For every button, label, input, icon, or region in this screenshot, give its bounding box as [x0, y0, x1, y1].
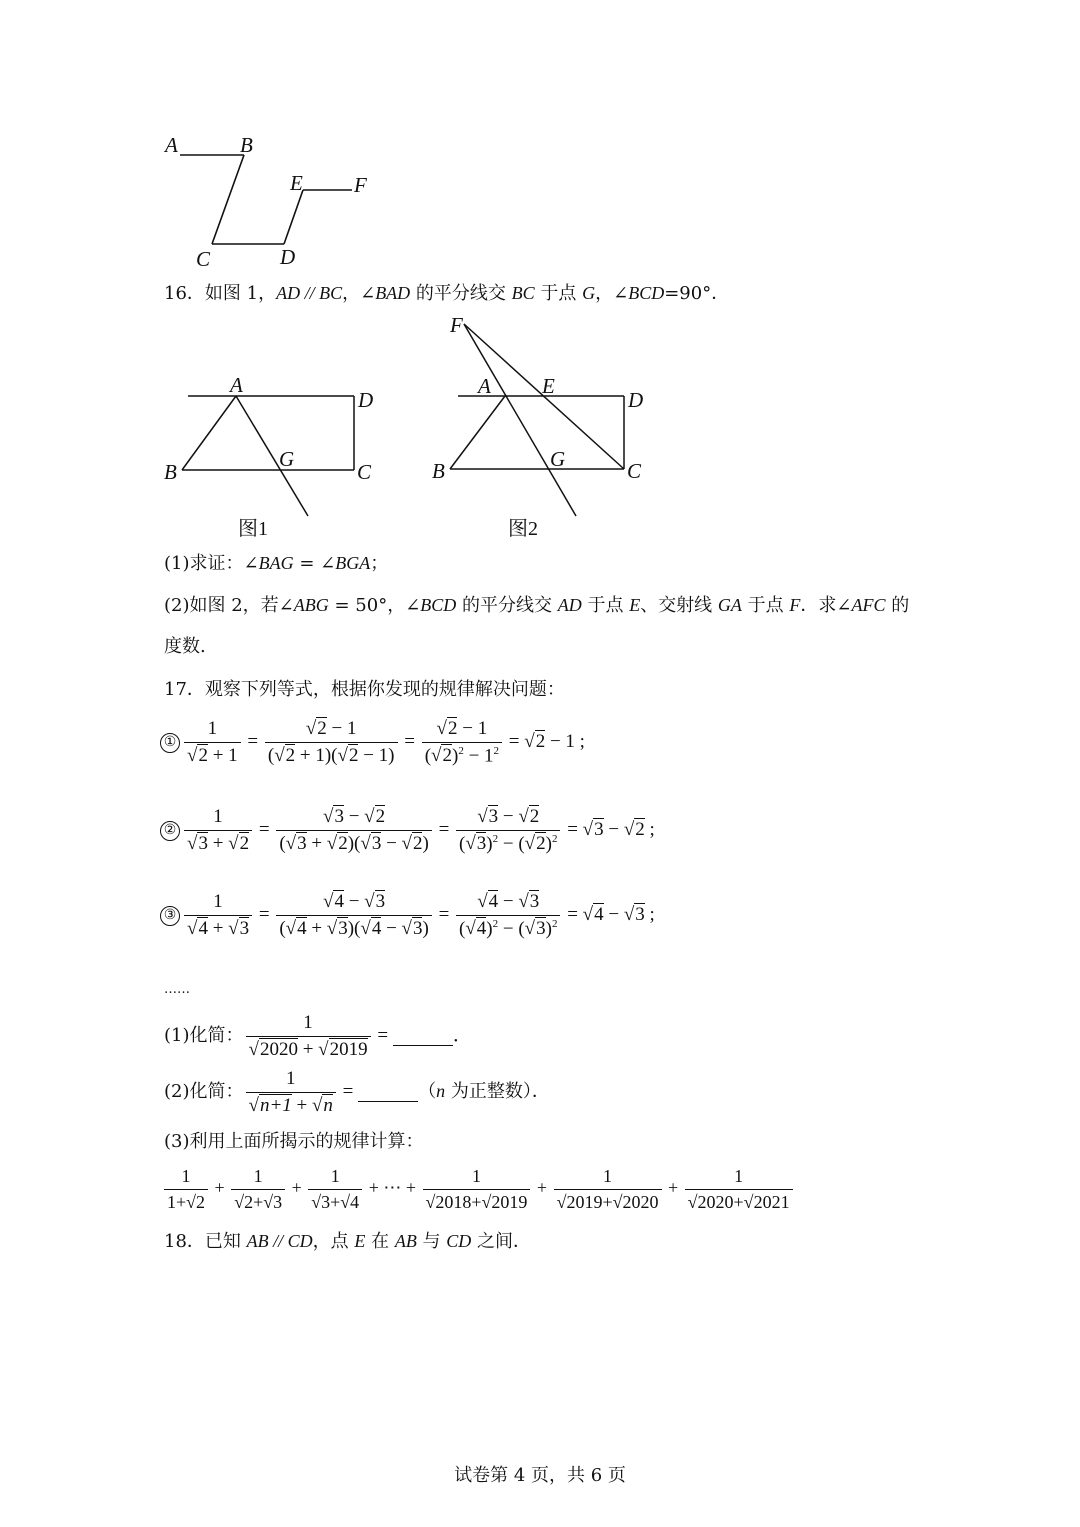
q17-part3: (3)利用上面所揭示的规律计算：	[164, 1131, 424, 1152]
q17-eq1: ① 1 √ 2 + 1 = √ $\frac{2 - 1}{(√ 2 + 1)(√ 2 - 1)}$ = √ $\frac{2 - 1}{(√ 2)^2 - 1^2}$ = √ 2 − 1 ;	[160, 718, 585, 767]
fig2-label-A: A	[478, 374, 491, 398]
label-D: D	[280, 245, 296, 269]
label-A: A	[165, 133, 178, 157]
fig1-label-B: B	[164, 460, 177, 484]
fig1-label-D: D	[358, 388, 374, 412]
fig1-label-G: G	[279, 447, 295, 471]
q17-part3-sum: $\frac{1}{1+√2}$ + $\frac{1}{√2+√3}$ + $\frac{1}{√3+√4}$ + ⋯ + $\frac{1}{√2018+√2019}$ + $\frac{1}{√2019+√2020}$ + $\frac{1}{√2020+√2021}$	[162, 1166, 795, 1213]
fig1-caption: 图1	[238, 518, 268, 540]
fig2-label-B: B	[432, 459, 445, 483]
page-footer: 试卷第 4 页，共 6 页	[454, 1465, 626, 1486]
q17-stem: 17．观察下列等式，根据你发现的规律解决问题：	[164, 679, 565, 700]
q17-ellipsis: ……	[164, 982, 190, 997]
q17-part2: (2)化简： 1 √ n+1 + √ n = （n 为正整数）．	[164, 1068, 550, 1117]
fig2-label-E: E	[542, 374, 555, 398]
label-F: F	[354, 173, 367, 197]
figure-q15	[160, 128, 390, 273]
fig2-caption: 图2	[508, 518, 538, 540]
fig2-label-G: G	[550, 447, 566, 471]
q18-stem: 18．已知 AB // CD，点 E 在 AB 与 CD 之间．	[164, 1231, 532, 1252]
label-C: C	[196, 247, 211, 271]
q16-part2-line2: 度数.	[164, 636, 206, 657]
fig2-label-D: D	[628, 388, 644, 412]
q16-part1: (1)求证：∠BAG = ∠BGA；	[164, 553, 389, 574]
figure-2	[428, 312, 668, 546]
q17-part1: (1)化简： 1 √ 2020 + √ 2019 = ．	[164, 1012, 472, 1061]
label-B: B	[240, 133, 253, 157]
q16-part2: (2)如图 2，若∠ABG = 50°，∠BCD 的平分线交 AD 于点 E、交射线 GA 于点 F．求∠AFC 的	[164, 595, 910, 616]
fig1-label-C: C	[357, 460, 372, 484]
fig2-label-F: F	[450, 313, 463, 337]
label-E: E	[290, 171, 303, 195]
fig1-label-A: A	[230, 373, 243, 397]
q17-eq2: ② 1 √ 3 + √ 2 = √ $\frac{3 - √ 2}{(√ 3 + √ 2)(√ 3 - √ 2)}$ = √ $\frac{3 - √ 2}{(√ 3)^2 - (√ 2)^2}$ = √ 3 − √ 2 ;	[160, 806, 655, 855]
q17-eq3: ③ 1 √ 4 + √ 3 = √ $\frac{4 - √ 3}{(√ 4 + √ 3)(√ 4 - √ 3)}$ = √ $\frac{4 - √ 3}{(√ 4)^2 - (√ 3)^2}$ = √ 4 − √ 3 ;	[160, 891, 655, 940]
fig2-label-C: C	[627, 459, 642, 483]
q16-stem: 16．如图 1，AD // BC，∠BAD 的平分线交 BC 于点 G，∠BCD=90°．	[164, 283, 730, 304]
figure-1	[160, 370, 390, 545]
